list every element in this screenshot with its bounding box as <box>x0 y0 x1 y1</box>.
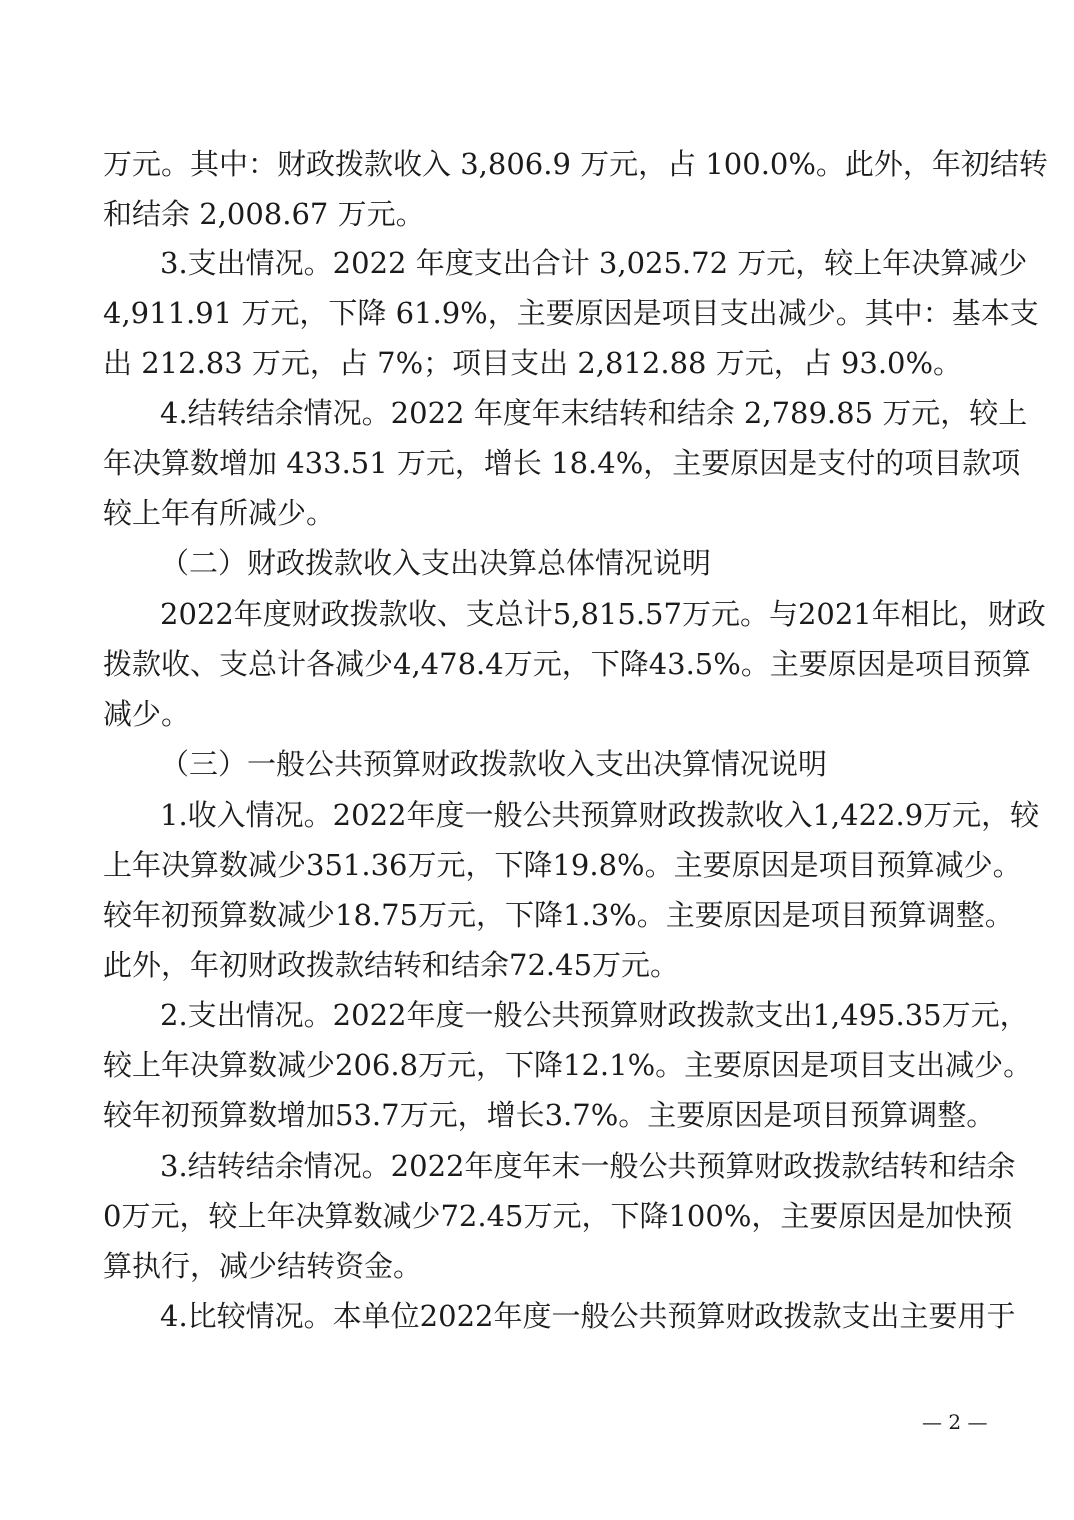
text-line: 4.比较情况。本单位2022年度一般公共预算财政拨款支出主要用于 <box>160 1299 1016 1333</box>
text-line: 万元。其中：财政拨款收入 3,806.9 万元，占 100.0%。此外，年初结转 <box>103 147 1048 181</box>
text-line: 较上年决算数减少206.8万元，下降12.1%。主要原因是项目支出减少。 <box>103 1048 1033 1082</box>
text-line: 算执行，减少结转资金。 <box>103 1249 423 1283</box>
text-line: 较年初预算数增加53.7万元，增长3.7%。主要原因是项目预算调整。 <box>103 1098 996 1132</box>
text-line: 拨款收、支总计各减少4,478.4万元，下降43.5%。主要原因是项目预算 <box>103 647 1031 681</box>
section-heading: （三）一般公共预算财政拨款收入支出决算情况说明 <box>160 747 828 781</box>
text-line: 较上年有所减少。 <box>103 496 336 530</box>
text-line: 0万元，较上年决算数减少72.45万元，下降100%，主要原因是加快预 <box>103 1199 1013 1233</box>
text-line: 2022年度财政拨款收、支总计5,815.57万元。与2021年相比，财政 <box>160 597 1046 631</box>
page-number: — 2 — <box>922 1410 988 1434</box>
text-line: 年决算数增加 433.51 万元，增长 18.4%，主要原因是支付的项目款项 <box>103 446 1021 480</box>
text-line: 减少。 <box>103 697 191 731</box>
text-line: 3.结转结余情况。2022年度年末一般公共预算财政拨款结转和结余 <box>160 1149 1016 1183</box>
text-line: 1.收入情况。2022年度一般公共预算财政拨款收入1,422.9万元，较 <box>160 798 1040 832</box>
text-line: 4.结转结余情况。2022 年度年末结转和结余 2,789.85 万元，较上 <box>160 396 1028 430</box>
section-heading: （二）财政拨款收入支出决算总体情况说明 <box>160 546 712 580</box>
text-line: 2.支出情况。2022年度一般公共预算财政拨款支出1,495.35万元， <box>160 998 1029 1032</box>
text-line: 3.支出情况。2022 年度支出合计 3,025.72 万元，较上年决算减少 <box>160 246 1028 280</box>
text-line: 较年初预算数减少18.75万元，下降1.3%。主要原因是项目预算调整。 <box>103 898 1014 932</box>
text-line: 上年决算数减少351.36万元，下降19.8%。主要原因是项目预算减少。 <box>103 848 1022 882</box>
text-line: 4,911.91 万元，下降 61.9%，主要原因是项目支出减少。其中：基本支 <box>103 296 1039 330</box>
text-line: 出 212.83 万元，占 7%；项目支出 2,812.88 万元，占 93.0%。 <box>103 346 963 380</box>
text-line: 和结余 2,008.67 万元。 <box>103 197 425 231</box>
text-line: 此外，年初财政拨款结转和结余72.45万元。 <box>103 948 680 982</box>
